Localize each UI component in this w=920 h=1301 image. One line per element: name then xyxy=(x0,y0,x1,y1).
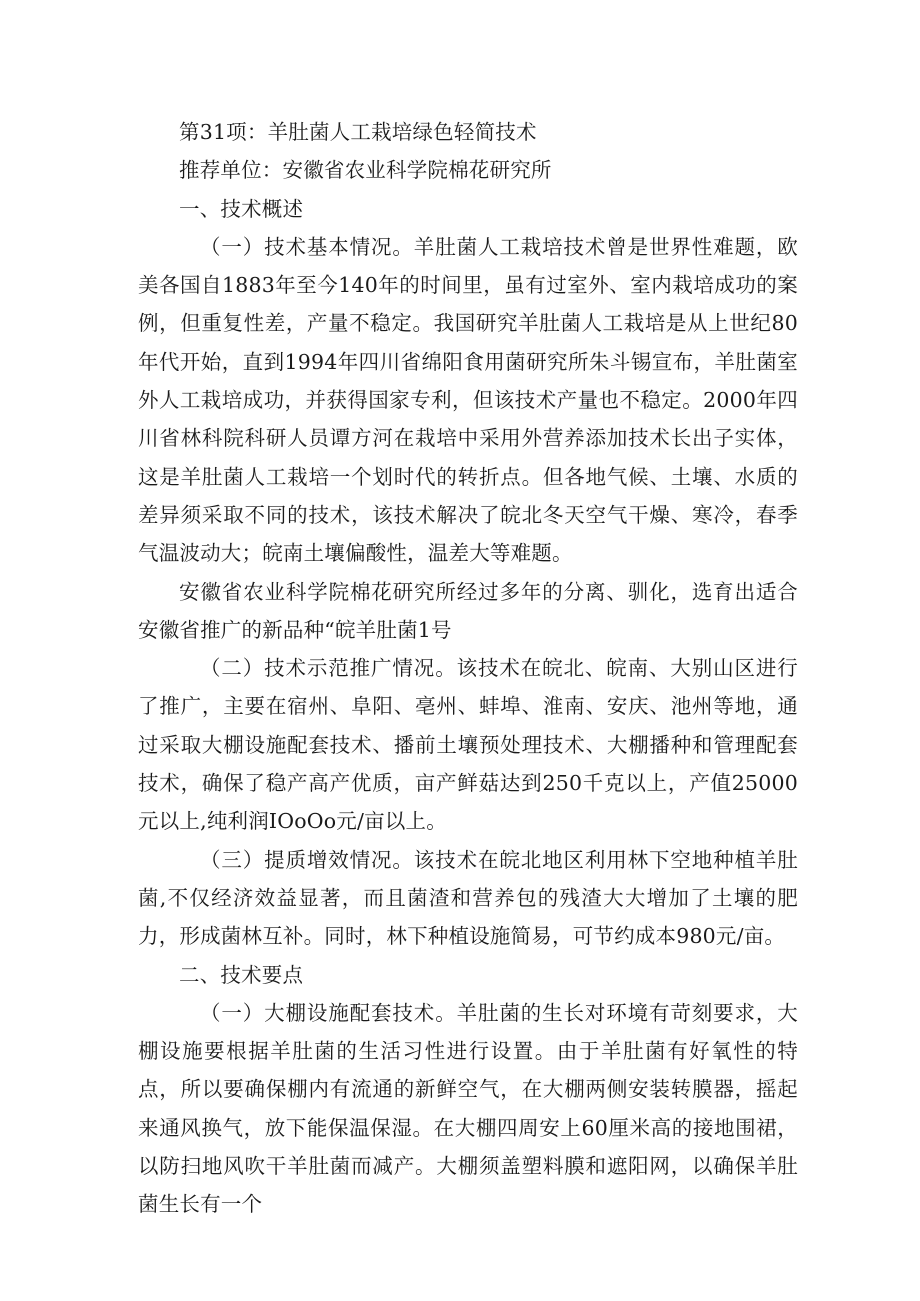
paragraph-institute: 安徽省农业科学院棉花研究所经过多年的分离、驯化，选育出适合安徽省推广的新品种“皖羊肚菌1号 xyxy=(138,579,798,642)
document-body xyxy=(138,113,798,1224)
paragraph-greenhouse-technique: （一）大棚设施配套技术。羊肚菌的生长对环境有苛刻要求，大棚设施要根据羊肚菌的生活习性进行设置。由于羊肚菌有好氧性的特点，所以要确保棚内有流通的新鲜空气，在大棚两侧安装转膜器，摇起来通风换气，放下能保温保湿。在大棚四周安上60厘米高的接地围裙，以防扫地风吹干羊肚菌而减产。大棚须盖塑料膜和遮阳网，以确保羊肚菌生长有一个 xyxy=(138,1000,798,1217)
paragraph-promotion: （二）技术示范推广情况。该技术在皖北、皖南、大别山区进行了推广，主要在宿州、阜阳、亳州、蚌埠、淮南、安庆、池州等地，通过采取大棚设施配套技术、播前土壤预处理技术、大棚播种和管理配套技术，确保了稳产高产优质，亩产鲜菇达到250千克以上，产值25000元以上,纯利润IOoOo元/亩以上。 xyxy=(138,656,798,834)
document-title: 第31项：羊肚菌人工栽培绿色轻简技术 xyxy=(179,120,537,144)
section-heading-key-points: 二、技术要点 xyxy=(179,962,304,987)
paragraph-basic-situation: （一）技术基本情况。羊肚菌人工栽培技术曾是世界性难题，欧美各国自1883年至今140年的时间里，虽有过室外、室内栽培成功的案例，但重复性差，产量不稳定。我国研究羊肚菌人工栽培是从上世纪80年代开始，直到1994年四川省绵阳食用菌研究所朱斗锡宣布，羊肚菌室外人工栽培成功，并获得国家专利，但该技术产量也不稳定。2000年四川省林科院科研人员谭方河在栽培中采用外营养添加技术长出子实体，这是羊肚菌人工栽培一个划时代的转折点。但各地气候、土壤、水质的差异须采取不同的技术，该技术解决了皖北冬天空气干燥、寒冷，春季气温波动大；皖南土壤偏酸性，温差大等难题。 xyxy=(138,234,798,566)
paragraph-quality-efficiency: （三）提质增效情况。该技术在皖北地区利用林下空地种植羊肚菌,不仅经济效益显著，而且菌渣和营养包的残渣大大增加了土壤的肥力，形成菌林互补。同时，林下种植设施简易，可节约成本980元/亩。 xyxy=(138,847,798,949)
section-heading-overview: 一、技术概述 xyxy=(179,196,304,221)
recommending-unit: 推荐单位：安徽省农业科学院棉花研究所 xyxy=(179,158,552,183)
